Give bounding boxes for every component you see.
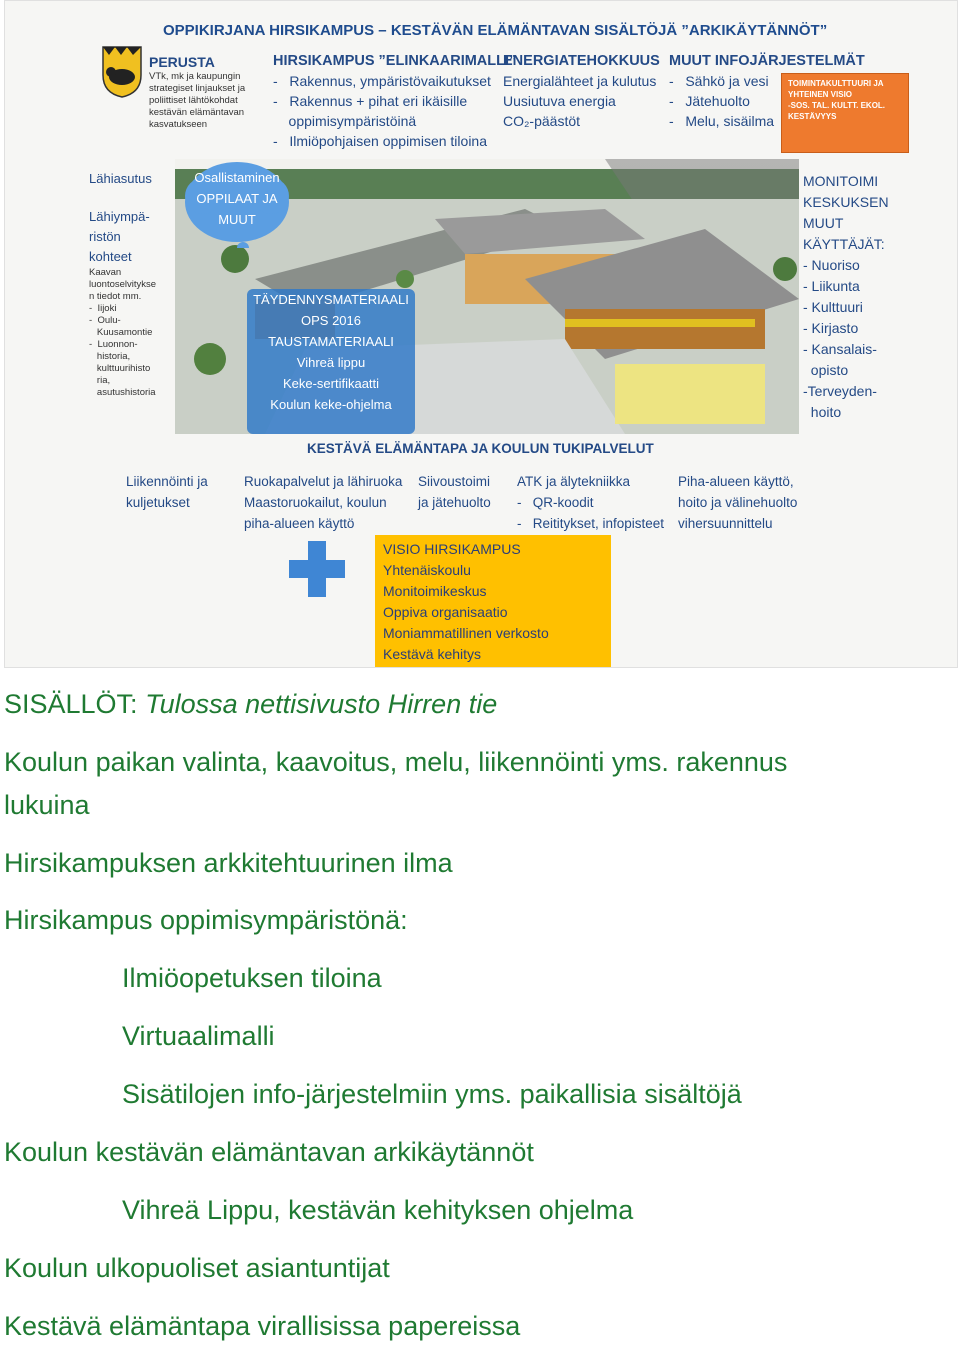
energia-line: Uusiutuva energia bbox=[503, 93, 616, 109]
perusta-block bbox=[149, 53, 245, 131]
visio-line: Yhtenäiskoulu bbox=[383, 562, 471, 578]
content-line-2: Hirsikampuksen arkkitehtuurinen ilma bbox=[4, 848, 453, 878]
banner-line: Koulun keke-ohjelma bbox=[270, 397, 392, 412]
content-line-4: Ilmiöopetuksen tiloina bbox=[122, 963, 382, 993]
visio-line: Kestävä kehitys bbox=[383, 646, 482, 662]
service-line: Piha-alueen käyttö, bbox=[678, 474, 794, 489]
kayttajat-line: - Kirjasto bbox=[803, 320, 859, 336]
content-line-7: Koulun kestävän elämäntavan arkikäytännöt bbox=[4, 1137, 534, 1167]
kaava-line: historia, bbox=[89, 351, 131, 362]
visio-line: Oppiva organisaatio bbox=[383, 604, 508, 620]
energia-block bbox=[503, 51, 660, 131]
content-line-9: Koulun ulkopuoliset asiantuntijat bbox=[4, 1253, 390, 1283]
orange-line: KESTÄVYYS bbox=[788, 112, 837, 121]
kayttajat-line: - Kansalais- bbox=[803, 341, 877, 357]
service-piha bbox=[678, 471, 797, 534]
toimintakulttuuri-box bbox=[781, 73, 909, 153]
taydennysmateriaali-banner bbox=[247, 289, 415, 434]
visio-line: VISIO HIRSIKAMPUS bbox=[383, 541, 521, 557]
orange-line: YHTEINEN VISIO bbox=[788, 90, 853, 99]
service-line: Ruokapalvelut ja lähiruoka bbox=[244, 474, 403, 489]
kayttajat-line: KÄYTTÄJÄT: bbox=[803, 236, 885, 252]
cloud-line: OPPILAAT JA bbox=[196, 191, 278, 206]
muut-line: - Melu, sisäilma bbox=[669, 113, 775, 129]
elinkaari-line: oppimisympäristöinä bbox=[273, 113, 417, 129]
content-line-6: Sisätilojen info-järjestelmiin yms. paikallisia sisältöjä bbox=[122, 1079, 742, 1109]
kayttajat-line: - Liikunta bbox=[803, 278, 860, 294]
right-list bbox=[803, 171, 889, 423]
plus-cross-icon bbox=[289, 541, 345, 597]
visio-line: Monitoimikeskus bbox=[383, 583, 487, 599]
sisallot-label: SISÄLLÖT: bbox=[4, 689, 138, 719]
kaava-line: kulttuurihisto bbox=[89, 363, 151, 374]
kaava-line: asutushistoria bbox=[89, 387, 156, 398]
cloud-line: Osallistaminen bbox=[194, 170, 280, 185]
service-line: piha-alueen käyttö bbox=[244, 516, 355, 531]
content-line-10: Kestävä elämäntapa virallisissa papereissa bbox=[4, 1311, 521, 1341]
kaava-line: luontoselvitykse bbox=[89, 279, 157, 290]
muut-line: - Jätehuolto bbox=[669, 93, 750, 109]
service-liikennointi bbox=[126, 471, 208, 513]
service-line: - Reititykset, infopisteet bbox=[517, 516, 665, 531]
service-siivous bbox=[418, 471, 491, 513]
energia-line: Energialähteet ja kulutus bbox=[503, 73, 657, 89]
visio-box bbox=[375, 535, 611, 668]
kayttajat-line: opisto bbox=[803, 362, 849, 378]
poster-image bbox=[4, 0, 958, 668]
service-line: Liikennöinti ja bbox=[126, 474, 208, 489]
cloud-text bbox=[187, 167, 287, 230]
content-line-1a: Koulun paikan valinta, kaavoitus, melu, liikennöinti yms. rakennus bbox=[4, 747, 788, 777]
kayttajat-line: MUUT bbox=[803, 215, 844, 231]
poster-title: OPPIKIRJANA HIRSIKAMPUS – KESTÄVÄN ELÄMÄNTAVAN SISÄLTÖJÄ ”ARKIKÄYTÄNNÖT” bbox=[163, 22, 828, 39]
kayttajat-line: MONITOIMI bbox=[803, 173, 879, 189]
kayttajat-line: -Terveyden- bbox=[803, 383, 877, 399]
perusta-line: strategiset linjaukset ja bbox=[149, 83, 246, 94]
service-line: Maastoruokailut, koulun bbox=[244, 495, 387, 510]
perusta-heading: PERUSTA bbox=[149, 54, 215, 70]
left-list bbox=[89, 169, 169, 399]
orange-line: TOIMINTAKULTTUURI JA bbox=[788, 79, 884, 88]
service-line: Siivoustoimi bbox=[418, 474, 491, 489]
kayttajat-line: hoito bbox=[803, 404, 842, 420]
banner-line: OPS 2016 bbox=[301, 313, 361, 328]
kaava-line: - Iijoki bbox=[89, 303, 117, 314]
banner-line: Keke-sertifikaatti bbox=[282, 376, 380, 391]
kaava-line: n tiedot mm. bbox=[89, 291, 142, 302]
visio-line: Moniammatillinen verkosto bbox=[383, 625, 549, 641]
lahiymparisto-line: kohteet bbox=[89, 249, 132, 264]
perusta-line: kasvatukseen bbox=[149, 119, 208, 130]
orange-line: -SOS. TAL. KULTT. EKOL. bbox=[788, 101, 886, 110]
service-line: ja jätehuolto bbox=[418, 495, 491, 510]
energia-line: CO₂-päästöt bbox=[503, 113, 581, 129]
service-atk bbox=[517, 471, 664, 534]
muut-heading: MUUT INFOJÄRJESTELMÄT bbox=[669, 53, 865, 69]
service-line: - QR-koodit bbox=[517, 495, 594, 510]
elinkaari-heading: HIRSIKAMPUS ”ELINKAARIMALLI” bbox=[273, 53, 517, 69]
sisallot-value: Tulossa nettisivusto Hirren tie bbox=[145, 689, 498, 719]
cloud-line: MUUT bbox=[218, 212, 256, 227]
content-line-8: Vihreä Lippu, kestävän kehityksen ohjelma bbox=[122, 1195, 634, 1225]
kayttajat-line: KESKUKSEN bbox=[803, 194, 889, 210]
elinkaari-line: - Rakennus + pihat eri ikäisille bbox=[273, 93, 468, 109]
service-line: hoito ja välinehuolto bbox=[678, 495, 798, 510]
kayttajat-line: - Nuoriso bbox=[803, 257, 860, 273]
elinkaari-line: - Ilmiöpohjaisen oppimisen tiloina bbox=[273, 133, 487, 149]
content-line-5: Virtuaalimalli bbox=[122, 1021, 275, 1051]
services-title: KESTÄVÄ ELÄMÄNTAPA JA KOULUN TUKIPALVELUT bbox=[307, 441, 654, 456]
coat-of-arms-icon bbox=[101, 45, 143, 99]
service-line: vihersuunnittelu bbox=[678, 516, 773, 531]
banner-line: TAUSTAMATERIAALI bbox=[268, 334, 394, 349]
kaava-line: - Oulu- bbox=[89, 315, 121, 326]
service-line: kuljetukset bbox=[126, 495, 190, 510]
kaava-line: Kaavan bbox=[89, 267, 122, 278]
sisallot-heading bbox=[4, 688, 497, 720]
perusta-line: poliittiset lähtökohdat bbox=[149, 95, 238, 106]
perusta-line: VTk, mk ja kaupungin bbox=[149, 71, 241, 82]
content-line-1b: lukuina bbox=[4, 790, 90, 820]
elinkaari-line: - Rakennus, ympäristövaikutukset bbox=[273, 73, 491, 89]
perusta-line: kestävän elämäntavan bbox=[149, 107, 245, 118]
kaava-line: - Luonnon- bbox=[89, 339, 138, 350]
kaava-line: Kuusamontie bbox=[89, 327, 153, 338]
muut-line: - Sähkö ja vesi bbox=[669, 73, 769, 89]
lahiymparisto-line: ristön bbox=[89, 229, 121, 244]
elinkaari-block bbox=[273, 51, 516, 151]
lahiasutus: Lähiasutus bbox=[89, 171, 152, 186]
content-line-3: Hirsikampus oppimisympäristönä: bbox=[4, 905, 408, 935]
kayttajat-line: - Kulttuuri bbox=[803, 299, 863, 315]
banner-line: Vihreä lippu bbox=[296, 355, 366, 370]
lahiymparisto-line: Lähiympä- bbox=[89, 209, 150, 224]
service-ruokapalvelut bbox=[244, 471, 402, 534]
energia-heading: ENERGIATEHOKKUUS bbox=[503, 53, 660, 69]
kaava-line: ria, bbox=[89, 375, 111, 386]
banner-line: TÄYDENNYSMATERIAALI bbox=[253, 292, 409, 307]
service-line: ATK ja älytekniikka bbox=[517, 474, 631, 489]
